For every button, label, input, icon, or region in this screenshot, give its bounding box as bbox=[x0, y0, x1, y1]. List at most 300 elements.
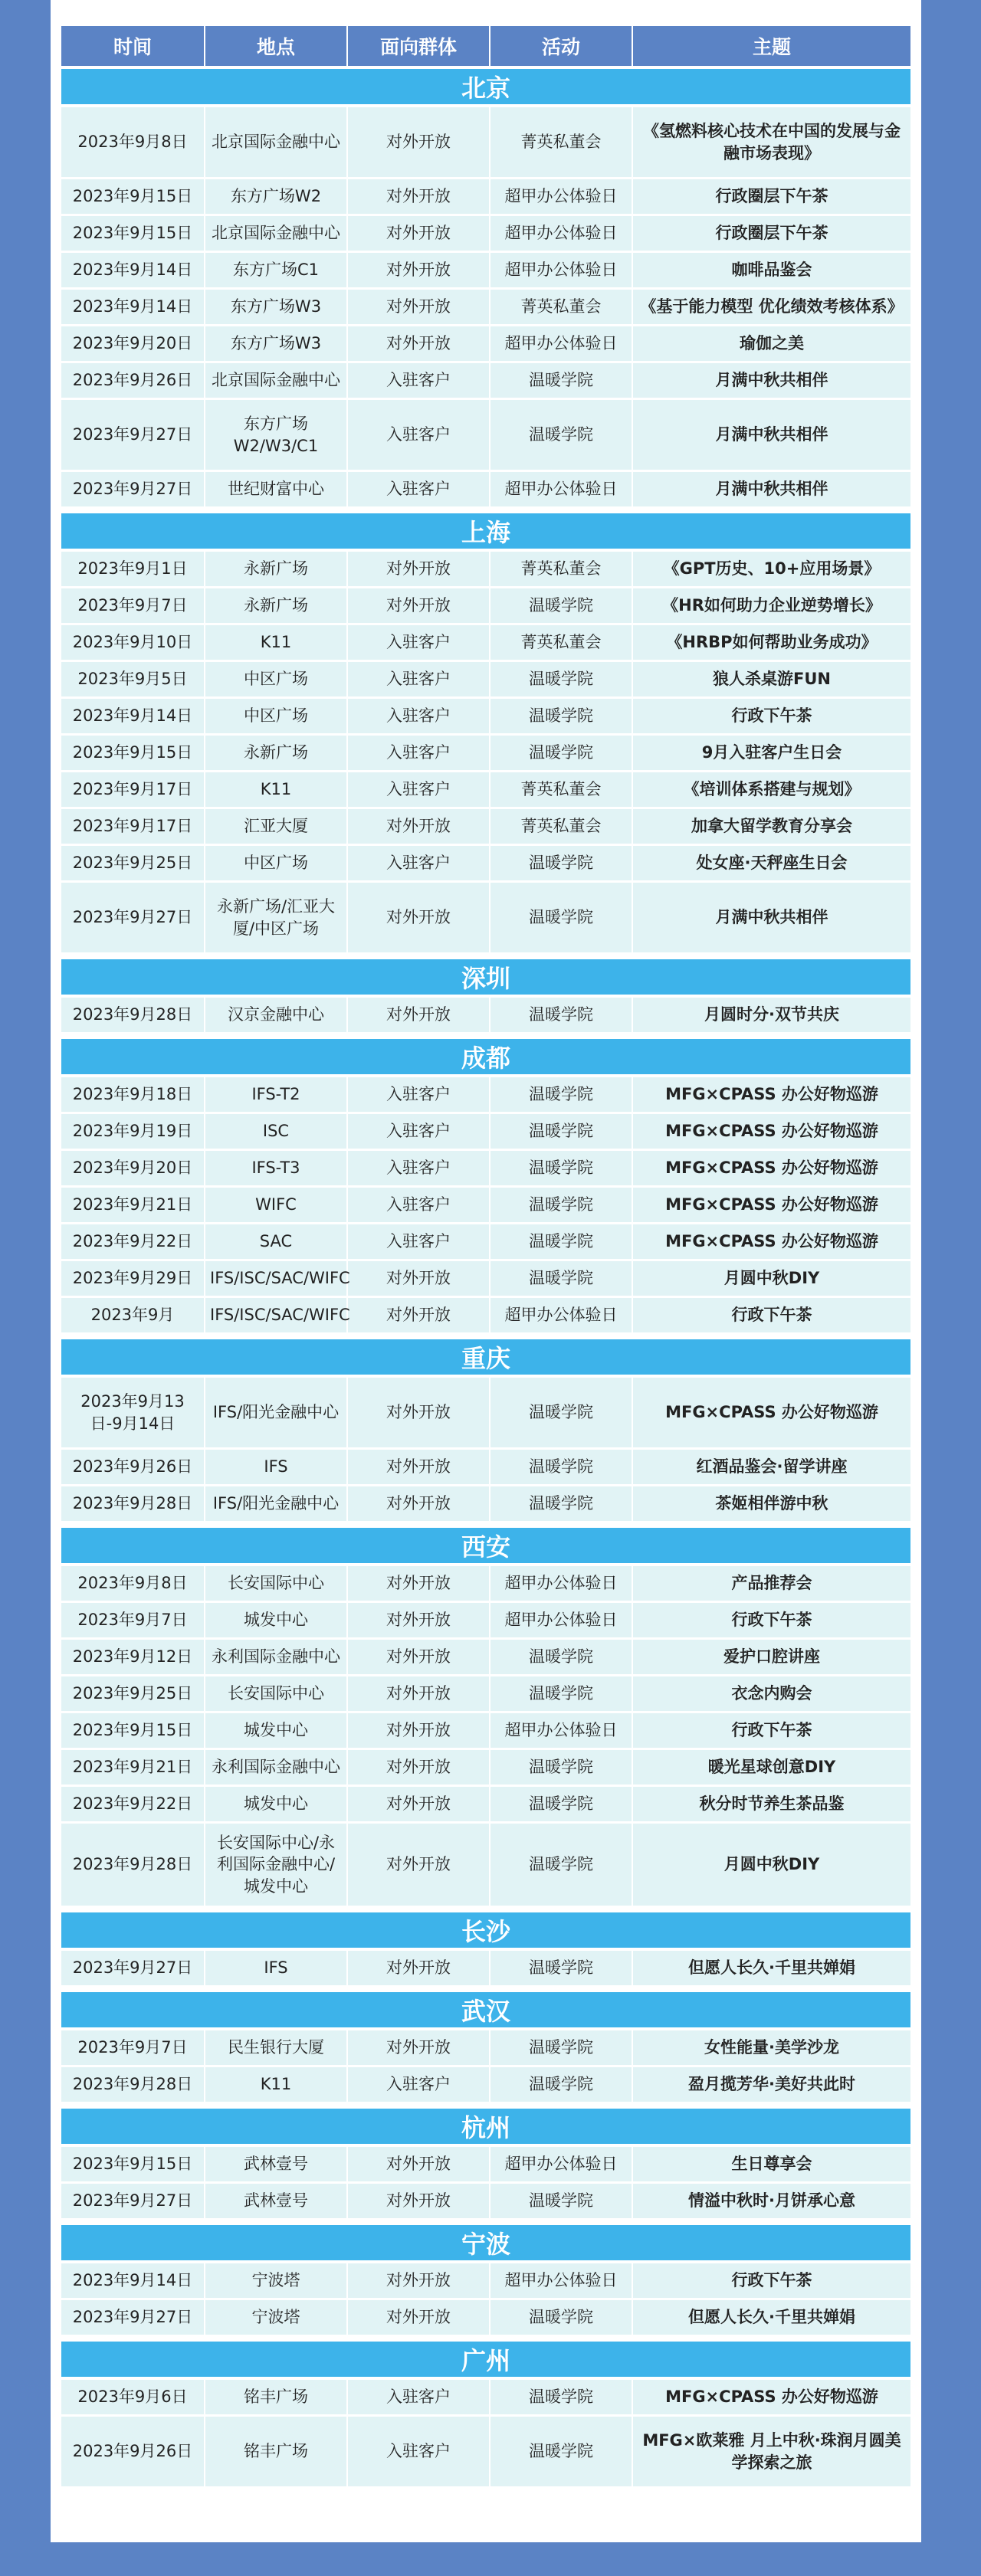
cell-audience: 对外开放 bbox=[346, 107, 489, 179]
table-row bbox=[61, 253, 910, 290]
cell-activity: 菁英私董会 bbox=[489, 552, 632, 588]
table-row bbox=[61, 1224, 910, 1261]
cell-activity: 超甲办公体验日 bbox=[489, 326, 632, 363]
cell-audience: 对外开放 bbox=[346, 1676, 489, 1713]
city-section-header bbox=[61, 509, 910, 552]
cell-topic: MFG×CPASS 办公好物巡游 bbox=[632, 1077, 910, 1114]
cell-audience: 入驻客户 bbox=[346, 1114, 489, 1151]
cell-activity: 超甲办公体验日 bbox=[489, 1566, 632, 1603]
cell-audience: 对外开放 bbox=[346, 1787, 489, 1824]
cell-activity: 温暖学院 bbox=[489, 1188, 632, 1224]
cell-time: 2023年9月27日 bbox=[61, 1951, 204, 1988]
table-header bbox=[61, 26, 910, 66]
header-row bbox=[61, 26, 910, 66]
cell-activity: 菁英私董会 bbox=[489, 290, 632, 326]
cell-audience: 入驻客户 bbox=[346, 1224, 489, 1261]
cell-location: IFS bbox=[204, 1951, 346, 1988]
city-section-header bbox=[61, 2337, 910, 2380]
table-row bbox=[61, 1077, 910, 1114]
cell-activity: 超甲办公体验日 bbox=[489, 216, 632, 253]
cell-activity: 温暖学院 bbox=[489, 1486, 632, 1523]
header-time: 时间 bbox=[61, 26, 204, 66]
cell-topic: 生日尊享会 bbox=[632, 2147, 910, 2184]
cell-activity: 超甲办公体验日 bbox=[489, 253, 632, 290]
table-row bbox=[61, 846, 910, 883]
cell-audience: 对外开放 bbox=[346, 1824, 489, 1908]
cell-topic: 《培训体系搭建与规划》 bbox=[632, 772, 910, 809]
table-row bbox=[61, 736, 910, 772]
table-row bbox=[61, 2417, 910, 2489]
cell-location: 铭丰广场 bbox=[204, 2417, 346, 2489]
table-row bbox=[61, 662, 910, 699]
cell-topic: 月满中秋共相伴 bbox=[632, 400, 910, 472]
cell-activity: 温暖学院 bbox=[489, 662, 632, 699]
cell-topic: 9月入驻客户生日会 bbox=[632, 736, 910, 772]
cell-activity: 超甲办公体验日 bbox=[489, 2147, 632, 2184]
cell-activity: 温暖学院 bbox=[489, 699, 632, 736]
cell-topic: 行政圈层下午茶 bbox=[632, 216, 910, 253]
cell-time: 2023年9月21日 bbox=[61, 1188, 204, 1224]
event-schedule-table bbox=[61, 26, 910, 2489]
cell-topic: 狼人杀桌游FUN bbox=[632, 662, 910, 699]
cell-activity: 温暖学院 bbox=[489, 2417, 632, 2489]
cell-audience: 入驻客户 bbox=[346, 400, 489, 472]
cell-location: SAC bbox=[204, 1224, 346, 1261]
table-row bbox=[61, 699, 910, 736]
cell-activity: 温暖学院 bbox=[489, 1951, 632, 1988]
cell-activity: 温暖学院 bbox=[489, 998, 632, 1034]
cell-time: 2023年9月15日 bbox=[61, 2147, 204, 2184]
cell-location: 宁波塔 bbox=[204, 2300, 346, 2337]
city-name: 武汉 bbox=[61, 1988, 910, 2030]
cell-time: 2023年9月7日 bbox=[61, 588, 204, 625]
cell-time: 2023年9月8日 bbox=[61, 1566, 204, 1603]
table-row bbox=[61, 2184, 910, 2220]
cell-audience: 对外开放 bbox=[346, 1951, 489, 1988]
cell-location: 中区广场 bbox=[204, 699, 346, 736]
cell-location: 中区广场 bbox=[204, 662, 346, 699]
cell-activity: 温暖学院 bbox=[489, 2067, 632, 2104]
table-row bbox=[61, 1566, 910, 1603]
cell-activity: 超甲办公体验日 bbox=[489, 2263, 632, 2300]
cell-topic: 月满中秋共相伴 bbox=[632, 883, 910, 955]
cell-topic: 月满中秋共相伴 bbox=[632, 363, 910, 400]
cell-activity: 超甲办公体验日 bbox=[489, 1713, 632, 1750]
cell-topic: 行政圈层下午茶 bbox=[632, 179, 910, 216]
cell-audience: 对外开放 bbox=[346, 2184, 489, 2220]
cell-audience: 对外开放 bbox=[346, 552, 489, 588]
cell-location: 长安国际中心/永利国际金融中心/城发中心 bbox=[204, 1824, 346, 1908]
cell-time: 2023年9月12日 bbox=[61, 1640, 204, 1676]
header-activity: 活动 bbox=[489, 26, 632, 66]
cell-time: 2023年9月17日 bbox=[61, 772, 204, 809]
city-name: 西安 bbox=[61, 1523, 910, 1566]
cell-location: 永新广场 bbox=[204, 736, 346, 772]
cell-topic: 爱护口腔讲座 bbox=[632, 1640, 910, 1676]
table-row bbox=[61, 1450, 910, 1486]
cell-time: 2023年9月25日 bbox=[61, 846, 204, 883]
table-row bbox=[61, 1114, 910, 1151]
table-row bbox=[61, 290, 910, 326]
cell-topic: 但愿人长久·千里共婵娟 bbox=[632, 1951, 910, 1988]
cell-location: 北京国际金融中心 bbox=[204, 216, 346, 253]
cell-audience: 对外开放 bbox=[346, 809, 489, 846]
table-row bbox=[61, 1151, 910, 1188]
cell-audience: 对外开放 bbox=[346, 1750, 489, 1787]
cell-location: 东方广场W2 bbox=[204, 179, 346, 216]
table-row bbox=[61, 400, 910, 472]
cell-audience: 对外开放 bbox=[346, 1713, 489, 1750]
table-row bbox=[61, 552, 910, 588]
cell-topic: 行政下午茶 bbox=[632, 2263, 910, 2300]
cell-location: 永新广场/汇亚大厦/中区广场 bbox=[204, 883, 346, 955]
cell-time: 2023年9月19日 bbox=[61, 1114, 204, 1151]
cell-topic: 月圆中秋DIY bbox=[632, 1261, 910, 1298]
city-name: 深圳 bbox=[61, 955, 910, 998]
cell-audience: 入驻客户 bbox=[346, 772, 489, 809]
table-row bbox=[61, 625, 910, 662]
cell-time: 2023年9月10日 bbox=[61, 625, 204, 662]
cell-location: IFS bbox=[204, 1450, 346, 1486]
cell-time: 2023年9月28日 bbox=[61, 998, 204, 1034]
cell-time: 2023年9月28日 bbox=[61, 1824, 204, 1908]
cell-time: 2023年9月26日 bbox=[61, 363, 204, 400]
city-name: 广州 bbox=[61, 2337, 910, 2380]
cell-audience: 对外开放 bbox=[346, 2263, 489, 2300]
cell-audience: 对外开放 bbox=[346, 2030, 489, 2067]
cell-topic: MFG×CPASS 办公好物巡游 bbox=[632, 2380, 910, 2417]
cell-audience: 入驻客户 bbox=[346, 2380, 489, 2417]
cell-activity: 温暖学院 bbox=[489, 1787, 632, 1824]
schedule-sheet bbox=[51, 0, 921, 2542]
cell-time: 2023年9月7日 bbox=[61, 1603, 204, 1640]
cell-topic: 处女座·天秤座生日会 bbox=[632, 846, 910, 883]
header-location: 地点 bbox=[204, 26, 346, 66]
cell-location: 长安国际中心 bbox=[204, 1676, 346, 1713]
cell-audience: 对外开放 bbox=[346, 1640, 489, 1676]
cell-activity: 菁英私董会 bbox=[489, 107, 632, 179]
table-row bbox=[61, 998, 910, 1034]
cell-activity: 温暖学院 bbox=[489, 1750, 632, 1787]
cell-audience: 入驻客户 bbox=[346, 2417, 489, 2489]
city-name: 重庆 bbox=[61, 1335, 910, 1378]
table-row bbox=[61, 1824, 910, 1908]
cell-audience: 对外开放 bbox=[346, 2147, 489, 2184]
cell-location: IFS/ISC/SAC/WIFC bbox=[204, 1261, 346, 1298]
table-row bbox=[61, 1298, 910, 1335]
cell-topic: MFG×CPASS 办公好物巡游 bbox=[632, 1378, 910, 1450]
cell-topic: 行政下午茶 bbox=[632, 1603, 910, 1640]
cell-location: 永新广场 bbox=[204, 552, 346, 588]
cell-time: 2023年9月26日 bbox=[61, 1450, 204, 1486]
cell-time: 2023年9月29日 bbox=[61, 1261, 204, 1298]
cell-location: 铭丰广场 bbox=[204, 2380, 346, 2417]
cell-audience: 对外开放 bbox=[346, 883, 489, 955]
cell-topic: 《基于能力模型 优化绩效考核体系》 bbox=[632, 290, 910, 326]
cell-activity: 菁英私董会 bbox=[489, 625, 632, 662]
table-row bbox=[61, 883, 910, 955]
city-section-header bbox=[61, 66, 910, 107]
city-section-header bbox=[61, 2220, 910, 2263]
cell-activity: 超甲办公体验日 bbox=[489, 472, 632, 509]
cell-topic: 行政下午茶 bbox=[632, 1298, 910, 1335]
cell-location: 城发中心 bbox=[204, 1713, 346, 1750]
cell-time: 2023年9月28日 bbox=[61, 1486, 204, 1523]
cell-topic: 月圆时分·双节共庆 bbox=[632, 998, 910, 1034]
cell-activity: 菁英私董会 bbox=[489, 772, 632, 809]
cell-location: K11 bbox=[204, 2067, 346, 2104]
cell-topic: 《HR如何助力企业逆势增长》 bbox=[632, 588, 910, 625]
city-section-header bbox=[61, 1335, 910, 1378]
cell-location: K11 bbox=[204, 772, 346, 809]
cell-audience: 入驻客户 bbox=[346, 1151, 489, 1188]
cell-time: 2023年9月14日 bbox=[61, 253, 204, 290]
city-section-header bbox=[61, 1034, 910, 1077]
cell-topic: MFG×CPASS 办公好物巡游 bbox=[632, 1114, 910, 1151]
table-row bbox=[61, 772, 910, 809]
cell-activity: 超甲办公体验日 bbox=[489, 1603, 632, 1640]
cell-time: 2023年9月27日 bbox=[61, 883, 204, 955]
table-row bbox=[61, 1713, 910, 1750]
cell-location: 永利国际金融中心 bbox=[204, 1640, 346, 1676]
cell-time: 2023年9月18日 bbox=[61, 1077, 204, 1114]
table-row bbox=[61, 472, 910, 509]
cell-location: 武林壹号 bbox=[204, 2147, 346, 2184]
cell-audience: 对外开放 bbox=[346, 326, 489, 363]
cell-time: 2023年9月20日 bbox=[61, 1151, 204, 1188]
cell-activity: 温暖学院 bbox=[489, 2380, 632, 2417]
cell-audience: 对外开放 bbox=[346, 998, 489, 1034]
cell-time: 2023年9月5日 bbox=[61, 662, 204, 699]
cell-topic: 衣念内购会 bbox=[632, 1676, 910, 1713]
cell-topic: 《GPT历史、10+应用场景》 bbox=[632, 552, 910, 588]
table-row bbox=[61, 1486, 910, 1523]
cell-time: 2023年9月28日 bbox=[61, 2067, 204, 2104]
city-section-header bbox=[61, 2104, 910, 2147]
table-row bbox=[61, 1603, 910, 1640]
cell-activity: 温暖学院 bbox=[489, 400, 632, 472]
cell-location: 北京国际金融中心 bbox=[204, 363, 346, 400]
cell-location: K11 bbox=[204, 625, 346, 662]
cell-topic: 红酒品鉴会·留学讲座 bbox=[632, 1450, 910, 1486]
cell-audience: 对外开放 bbox=[346, 1298, 489, 1335]
cell-time: 2023年9月8日 bbox=[61, 107, 204, 179]
cell-topic: 暖光星球创意DIY bbox=[632, 1750, 910, 1787]
cell-time: 2023年9月21日 bbox=[61, 1750, 204, 1787]
city-name: 长沙 bbox=[61, 1908, 910, 1951]
cell-location: 世纪财富中心 bbox=[204, 472, 346, 509]
cell-topic: MFG×CPASS 办公好物巡游 bbox=[632, 1151, 910, 1188]
table-row bbox=[61, 326, 910, 363]
city-name: 上海 bbox=[61, 509, 910, 552]
cell-audience: 对外开放 bbox=[346, 2300, 489, 2337]
table-body bbox=[61, 66, 910, 2489]
cell-activity: 温暖学院 bbox=[489, 588, 632, 625]
cell-time: 2023年9月27日 bbox=[61, 400, 204, 472]
table-row bbox=[61, 2067, 910, 2104]
cell-topic: 产品推荐会 bbox=[632, 1566, 910, 1603]
cell-location: 民生银行大厦 bbox=[204, 2030, 346, 2067]
cell-activity: 温暖学院 bbox=[489, 1676, 632, 1713]
cell-audience: 对外开放 bbox=[346, 1450, 489, 1486]
cell-activity: 温暖学院 bbox=[489, 883, 632, 955]
cell-activity: 温暖学院 bbox=[489, 1224, 632, 1261]
city-section-header bbox=[61, 1908, 910, 1951]
cell-audience: 对外开放 bbox=[346, 1566, 489, 1603]
cell-audience: 入驻客户 bbox=[346, 363, 489, 400]
cell-audience: 对外开放 bbox=[346, 1486, 489, 1523]
cell-activity: 温暖学院 bbox=[489, 363, 632, 400]
cell-time: 2023年9月15日 bbox=[61, 736, 204, 772]
cell-audience: 入驻客户 bbox=[346, 1188, 489, 1224]
table-row bbox=[61, 809, 910, 846]
header-topic: 主题 bbox=[632, 26, 910, 66]
table-row bbox=[61, 588, 910, 625]
table-row bbox=[61, 107, 910, 179]
header-audience: 面向群体 bbox=[346, 26, 489, 66]
city-name: 宁波 bbox=[61, 2220, 910, 2263]
cell-location: 中区广场 bbox=[204, 846, 346, 883]
table-row bbox=[61, 1750, 910, 1787]
cell-topic: 秋分时节养生茶品鉴 bbox=[632, 1787, 910, 1824]
table-row bbox=[61, 2380, 910, 2417]
cell-activity: 菁英私董会 bbox=[489, 809, 632, 846]
cell-topic: MFG×欧莱雅 月上中秋·珠润月圆美学探索之旅 bbox=[632, 2417, 910, 2489]
cell-topic: 行政下午茶 bbox=[632, 1713, 910, 1750]
cell-audience: 对外开放 bbox=[346, 1603, 489, 1640]
cell-location: 武林壹号 bbox=[204, 2184, 346, 2220]
cell-activity: 超甲办公体验日 bbox=[489, 1298, 632, 1335]
cell-topic: 咖啡品鉴会 bbox=[632, 253, 910, 290]
cell-time: 2023年9月25日 bbox=[61, 1676, 204, 1713]
cell-location: 城发中心 bbox=[204, 1787, 346, 1824]
cell-audience: 对外开放 bbox=[346, 216, 489, 253]
cell-time: 2023年9月 bbox=[61, 1298, 204, 1335]
cell-time: 2023年9月6日 bbox=[61, 2380, 204, 2417]
cell-activity: 温暖学院 bbox=[489, 846, 632, 883]
cell-audience: 对外开放 bbox=[346, 179, 489, 216]
table-row bbox=[61, 2300, 910, 2337]
cell-audience: 入驻客户 bbox=[346, 736, 489, 772]
cell-audience: 入驻客户 bbox=[346, 625, 489, 662]
cell-audience: 入驻客户 bbox=[346, 846, 489, 883]
cell-activity: 温暖学院 bbox=[489, 1450, 632, 1486]
cell-topic: 女性能量·美学沙龙 bbox=[632, 2030, 910, 2067]
city-name: 成都 bbox=[61, 1034, 910, 1077]
cell-time: 2023年9月13日-9月14日 bbox=[61, 1378, 204, 1450]
cell-audience: 对外开放 bbox=[346, 1261, 489, 1298]
cell-topic: 茶姬相伴游中秋 bbox=[632, 1486, 910, 1523]
cell-location: WIFC bbox=[204, 1188, 346, 1224]
cell-audience: 对外开放 bbox=[346, 588, 489, 625]
cell-time: 2023年9月22日 bbox=[61, 1787, 204, 1824]
cell-time: 2023年9月15日 bbox=[61, 1713, 204, 1750]
table-row bbox=[61, 1787, 910, 1824]
cell-topic: 《氢燃料核心技术在中国的发展与金融市场表现》 bbox=[632, 107, 910, 179]
cell-time: 2023年9月14日 bbox=[61, 290, 204, 326]
cell-location: IFS/ISC/SAC/WIFC bbox=[204, 1298, 346, 1335]
table-row bbox=[61, 216, 910, 253]
cell-activity: 温暖学院 bbox=[489, 736, 632, 772]
cell-location: 永新广场 bbox=[204, 588, 346, 625]
cell-activity: 温暖学院 bbox=[489, 2300, 632, 2337]
cell-location: 东方广场C1 bbox=[204, 253, 346, 290]
cell-topic: 月满中秋共相伴 bbox=[632, 472, 910, 509]
cell-location: ISC bbox=[204, 1114, 346, 1151]
cell-time: 2023年9月27日 bbox=[61, 2184, 204, 2220]
cell-time: 2023年9月22日 bbox=[61, 1224, 204, 1261]
cell-location: 城发中心 bbox=[204, 1603, 346, 1640]
cell-location: 永利国际金融中心 bbox=[204, 1750, 346, 1787]
cell-location: IFS-T2 bbox=[204, 1077, 346, 1114]
cell-activity: 温暖学院 bbox=[489, 1378, 632, 1450]
table-row bbox=[61, 1261, 910, 1298]
cell-audience: 入驻客户 bbox=[346, 2067, 489, 2104]
cell-audience: 入驻客户 bbox=[346, 699, 489, 736]
cell-location: 汇亚大厦 bbox=[204, 809, 346, 846]
cell-location: 宁波塔 bbox=[204, 2263, 346, 2300]
cell-location: 长安国际中心 bbox=[204, 1566, 346, 1603]
cell-location: IFS/阳光金融中心 bbox=[204, 1486, 346, 1523]
cell-location: 北京国际金融中心 bbox=[204, 107, 346, 179]
cell-location: IFS-T3 bbox=[204, 1151, 346, 1188]
table-row bbox=[61, 1676, 910, 1713]
cell-topic: 加拿大留学教育分享会 bbox=[632, 809, 910, 846]
cell-activity: 温暖学院 bbox=[489, 1261, 632, 1298]
cell-audience: 入驻客户 bbox=[346, 472, 489, 509]
cell-location: 汉京金融中心 bbox=[204, 998, 346, 1034]
cell-activity: 温暖学院 bbox=[489, 2184, 632, 2220]
cell-topic: 但愿人长久·千里共婵娟 bbox=[632, 2300, 910, 2337]
cell-time: 2023年9月15日 bbox=[61, 179, 204, 216]
cell-audience: 对外开放 bbox=[346, 290, 489, 326]
table-row bbox=[61, 1951, 910, 1988]
cell-activity: 温暖学院 bbox=[489, 1114, 632, 1151]
cell-topic: 情溢中秋时·月饼承心意 bbox=[632, 2184, 910, 2220]
cell-topic: 盈月揽芳华·美好共此时 bbox=[632, 2067, 910, 2104]
cell-audience: 入驻客户 bbox=[346, 1077, 489, 1114]
table-row bbox=[61, 2263, 910, 2300]
cell-location: 东方广场W2/W3/C1 bbox=[204, 400, 346, 472]
cell-time: 2023年9月27日 bbox=[61, 472, 204, 509]
city-name: 北京 bbox=[61, 66, 910, 107]
table-row bbox=[61, 2030, 910, 2067]
cell-time: 2023年9月14日 bbox=[61, 699, 204, 736]
cell-time: 2023年9月14日 bbox=[61, 2263, 204, 2300]
table-row bbox=[61, 1640, 910, 1676]
cell-activity: 温暖学院 bbox=[489, 1151, 632, 1188]
cell-activity: 温暖学院 bbox=[489, 1640, 632, 1676]
cell-audience: 对外开放 bbox=[346, 1378, 489, 1450]
city-section-header bbox=[61, 955, 910, 998]
cell-activity: 温暖学院 bbox=[489, 1824, 632, 1908]
table-row bbox=[61, 1188, 910, 1224]
cell-topic: MFG×CPASS 办公好物巡游 bbox=[632, 1188, 910, 1224]
cell-topic: 月圆中秋DIY bbox=[632, 1824, 910, 1908]
cell-activity: 超甲办公体验日 bbox=[489, 179, 632, 216]
table-row bbox=[61, 2147, 910, 2184]
city-section-header bbox=[61, 1988, 910, 2030]
cell-location: 东方广场W3 bbox=[204, 326, 346, 363]
city-name: 杭州 bbox=[61, 2104, 910, 2147]
cell-topic: 瑜伽之美 bbox=[632, 326, 910, 363]
cell-location: 东方广场W3 bbox=[204, 290, 346, 326]
city-section-header bbox=[61, 1523, 910, 1566]
cell-audience: 对外开放 bbox=[346, 253, 489, 290]
cell-time: 2023年9月27日 bbox=[61, 2300, 204, 2337]
cell-time: 2023年9月26日 bbox=[61, 2417, 204, 2489]
cell-time: 2023年9月7日 bbox=[61, 2030, 204, 2067]
